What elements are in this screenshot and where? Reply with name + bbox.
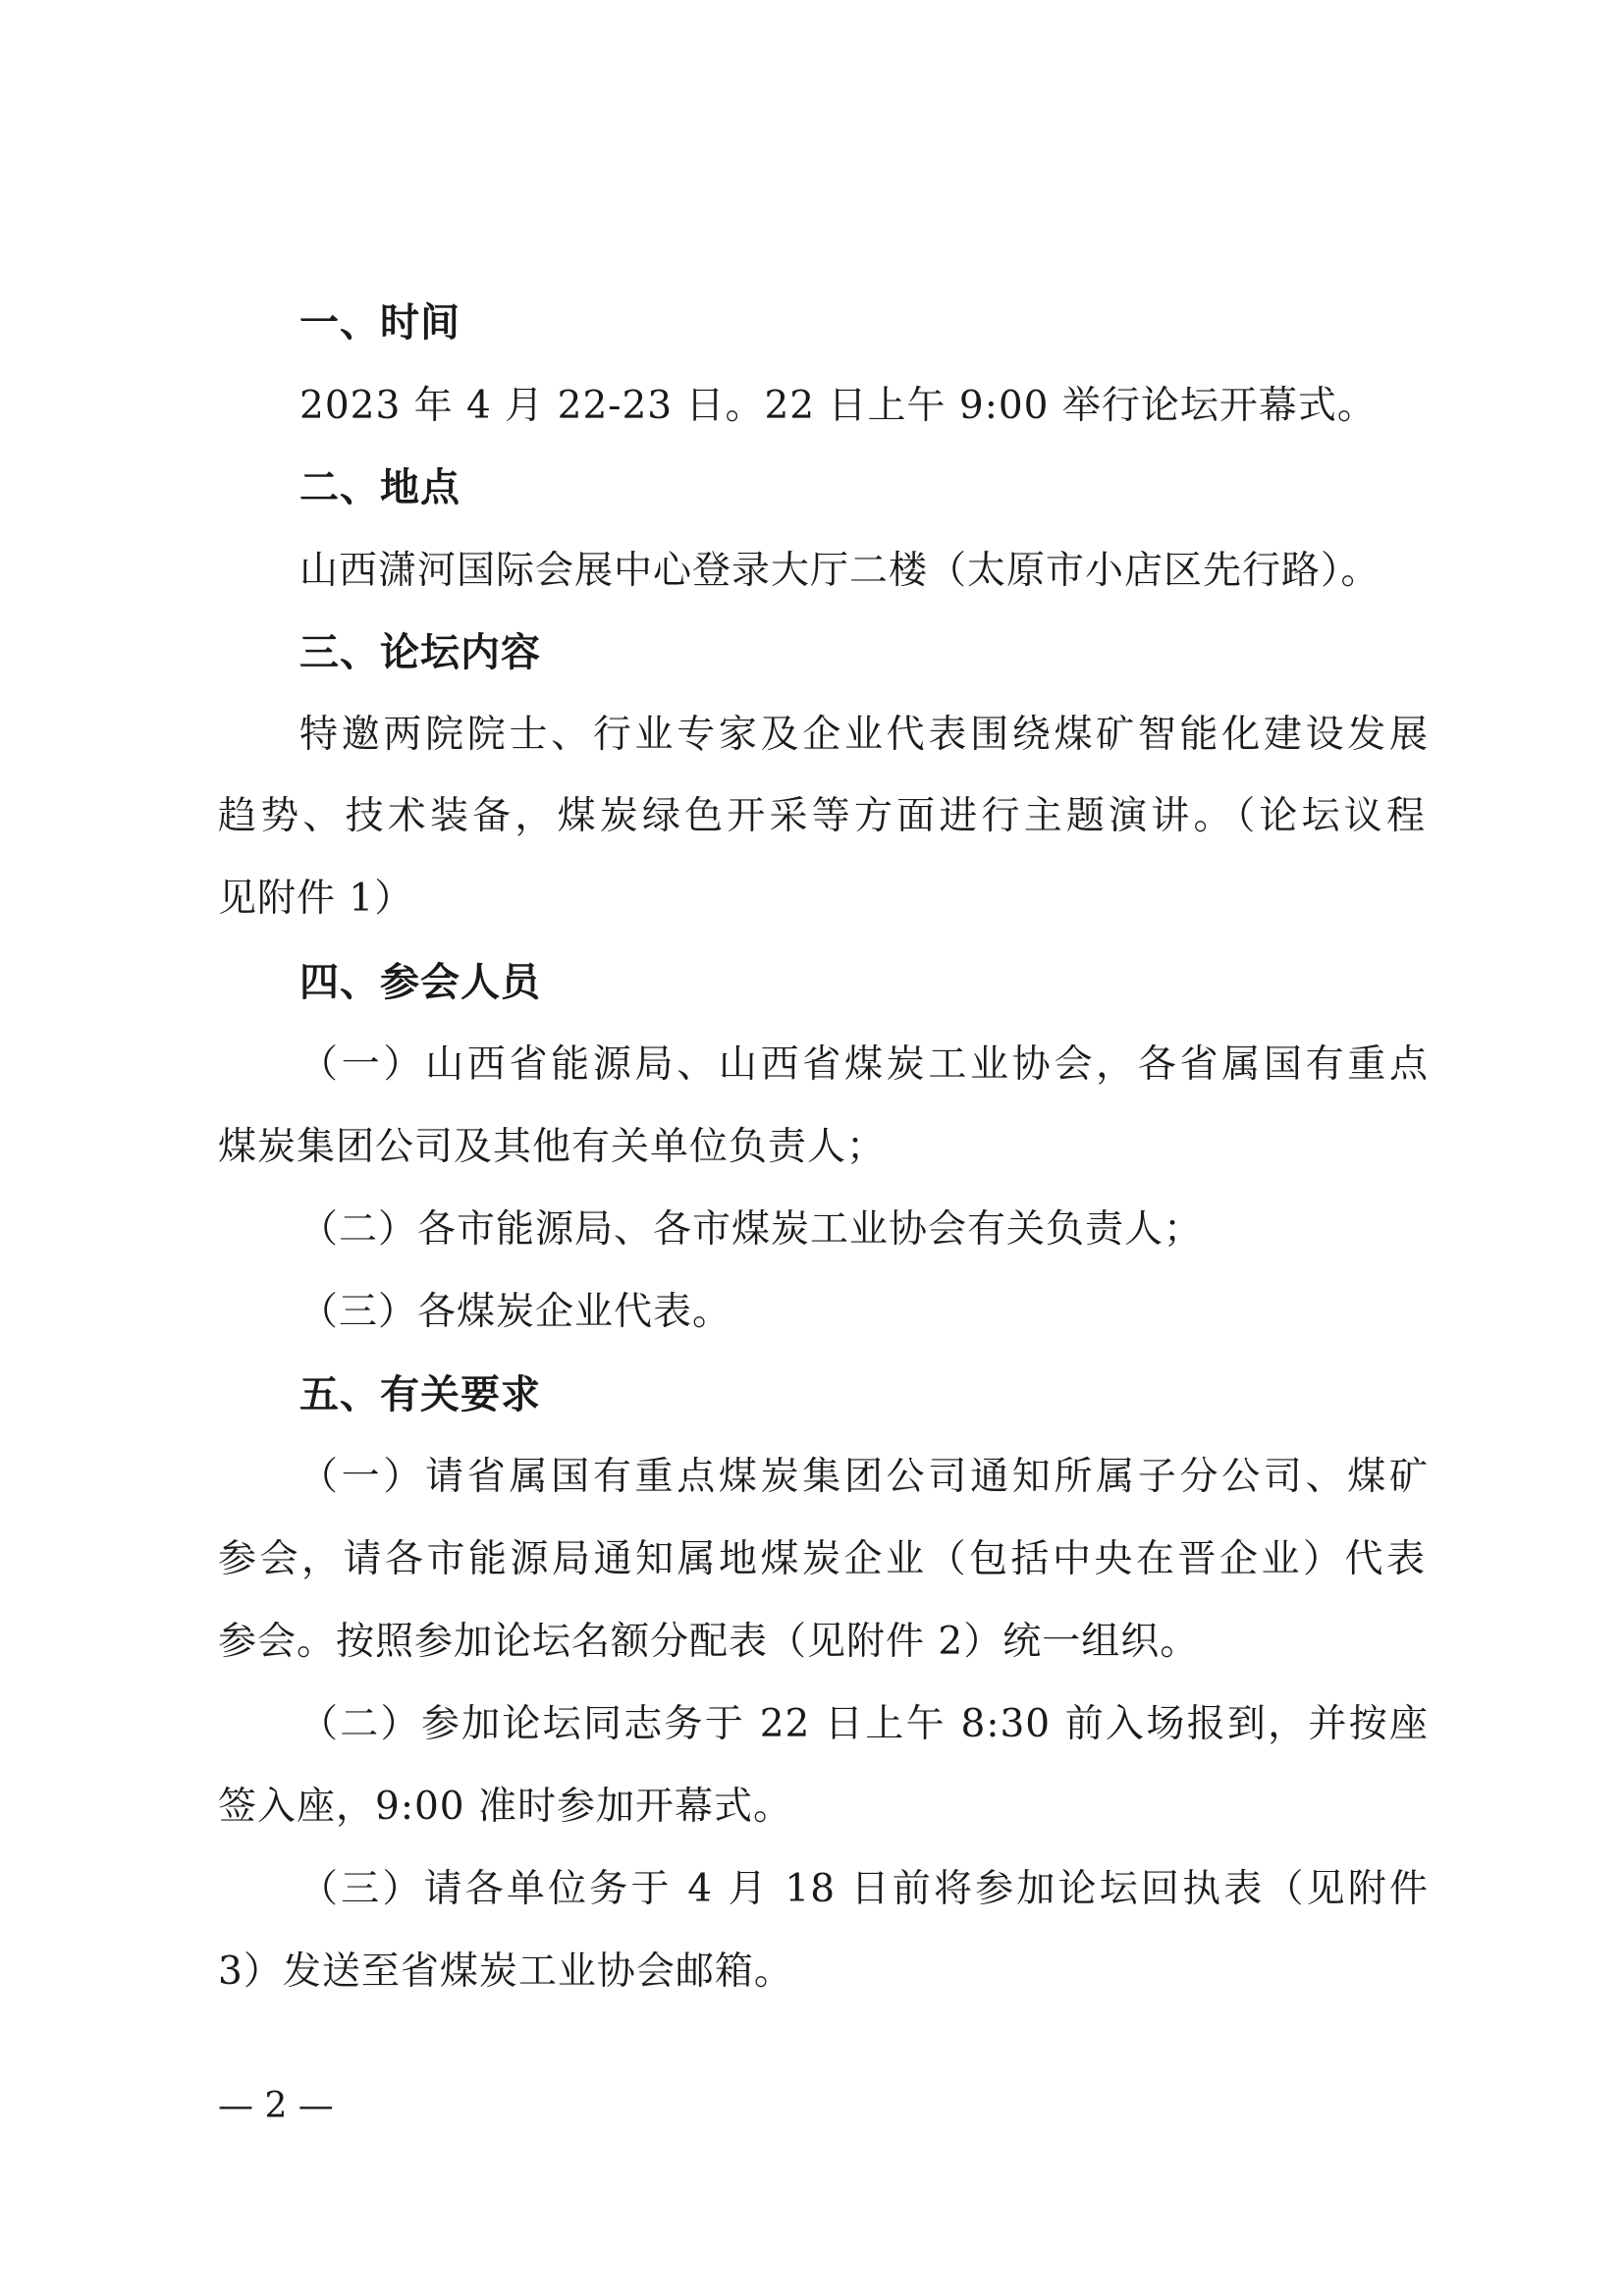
paragraph-line: 煤炭集团公司及其他有关单位负责人； bbox=[218, 1125, 887, 1169]
paragraph-line: （二）参加论坛同志务于 22 日上午 8:30 前入场报到，并按座 bbox=[299, 1702, 1429, 1746]
paragraph-line: （二）各市能源局、各市煤炭工业协会有关负责人； bbox=[299, 1207, 1204, 1252]
section-heading-attendees: 四、参会人员 bbox=[299, 960, 541, 1005]
paragraph-line: 参会。按照参加论坛名额分配表（见附件 2）统一组织。 bbox=[218, 1620, 1200, 1664]
paragraph-line: 特邀两院院士、行业专家及企业代表围绕煤矿智能化建设发展 bbox=[299, 713, 1429, 757]
page-number: — 2 — bbox=[218, 2086, 334, 2126]
section-heading-requirements: 五、有关要求 bbox=[299, 1372, 541, 1417]
paragraph-line: 3）发送至省煤炭工业协会邮箱。 bbox=[218, 1949, 793, 1994]
paragraph-line: （三）各煤炭企业代表。 bbox=[299, 1290, 732, 1334]
section-heading-time: 一、时间 bbox=[299, 300, 460, 346]
paragraph-line: 2023 年 4 月 22-23 日。22 日上午 9:00 举行论坛开幕式。 bbox=[299, 384, 1377, 428]
paragraph-line: 签入座，9:00 准时参加开幕式。 bbox=[218, 1785, 792, 1829]
paragraph-line: 参会，请各市能源局通知属地煤炭企业（包括中央在晋企业）代表 bbox=[218, 1537, 1426, 1581]
paragraph-line: 山西潇河国际会展中心登录大厅二楼（太原市小店区先行路）。 bbox=[299, 549, 1380, 593]
section-heading-location: 二、地点 bbox=[299, 465, 460, 510]
section-heading-forum-content: 三、论坛内容 bbox=[299, 630, 541, 675]
paragraph-line: （一）请省属国有重点煤炭集团公司通知所属子分公司、煤矿 bbox=[299, 1455, 1429, 1499]
paragraph-line: 趋势、技术装备，煤炭绿色开采等方面进行主题演讲。（论坛议程 bbox=[218, 794, 1426, 838]
paragraph-line: （一）山西省能源局、山西省煤炭工业协会，各省属国有重点 bbox=[299, 1042, 1429, 1087]
paragraph-line: （三）请各单位务于 4 月 18 日前将参加论坛回执表（见附件 bbox=[299, 1867, 1429, 1911]
paragraph-line: 见附件 1） bbox=[218, 877, 414, 921]
